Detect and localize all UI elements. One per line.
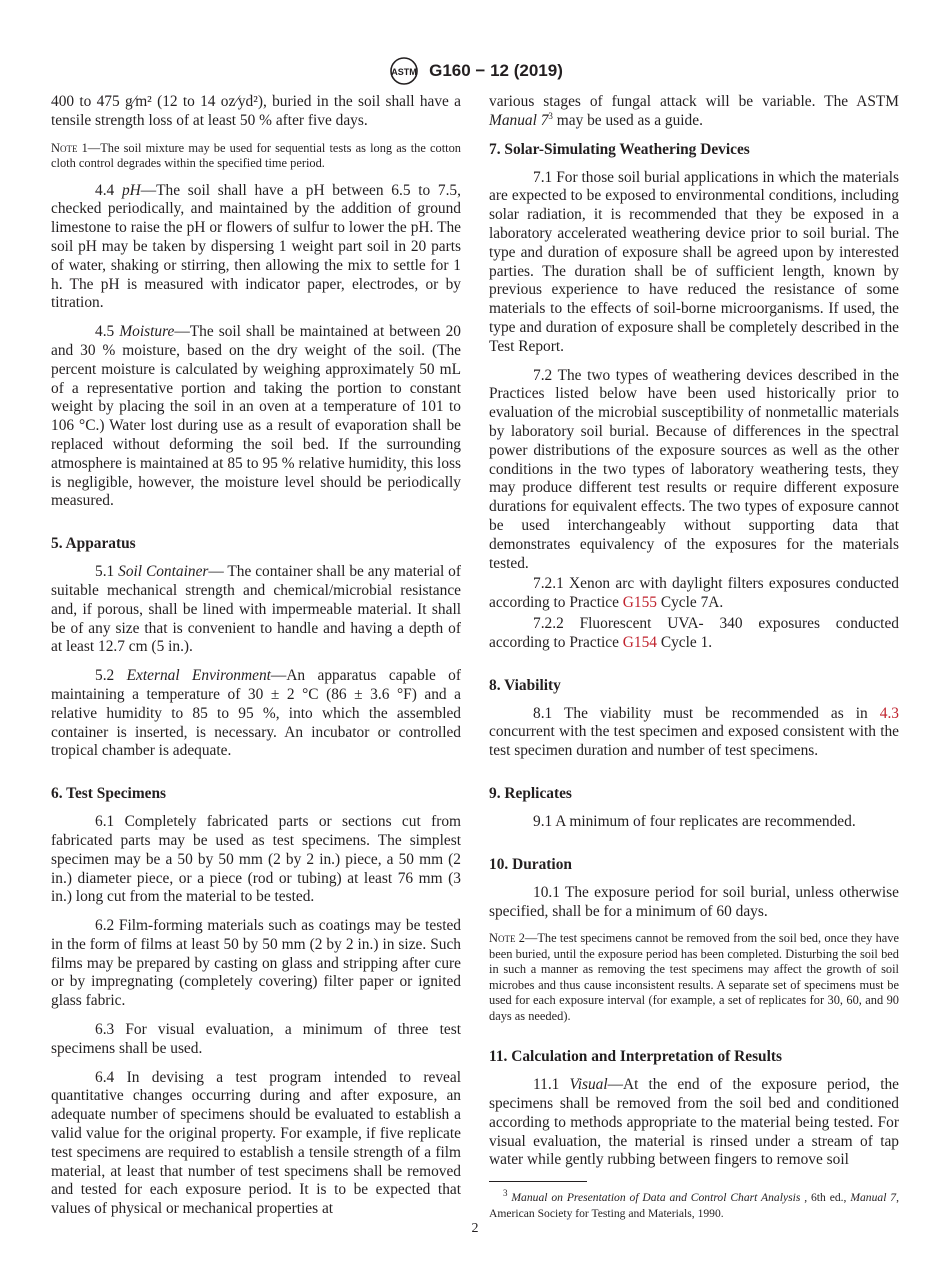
paragraph-6-2: 6.2 Film-forming materials such as coatings may be tested in the form of films at least 50 by 50 mm (2 by 2 in.) in size. Such films may be prepared by casting on glass and stripping after cure or by impregnating (completely covering) filter paper or ignited glass fabric. [51, 917, 461, 1010]
link-g154[interactable]: G154 [622, 633, 657, 651]
section-number: 4.5 [95, 323, 115, 341]
section-number: 5.1 [95, 563, 115, 581]
standard-designation: G160 − 12 (2019) [429, 61, 563, 80]
link-g155[interactable]: G155 [622, 594, 657, 612]
footnote-text: , American Society for Testing and Materials, 1990. [489, 1191, 899, 1220]
section-title: Visual [569, 1076, 608, 1094]
section-title: Moisture [119, 323, 175, 341]
paragraph-7-2-2 [489, 615, 899, 653]
heading-5-apparatus: 5. Apparatus [51, 535, 136, 553]
text: Cycle 1. [656, 633, 713, 651]
section-text: —An apparatus capable of maintaining a temperature of 30 ± 2 °C (86 ± 3.6 °F) and a relative humidity to 85 to 95 %, into which the assembled container is inserted, is necessary. An incubator or controlled tropical chamber is adequate. [51, 667, 461, 760]
note-1 [51, 141, 461, 172]
paragraph-11-1 [489, 1076, 899, 1170]
section-text: —At the end of the exposure period, the specimens shall be removed from the soil bed and conditioned according to methods appropriate to the material being tested. For visual evaluation, the material is rinsed under a stream of tap water while gently rubbing between fingers to remove soil [489, 1076, 899, 1169]
paragraph-5-2 [51, 667, 461, 761]
text: 8.1 The viability must be recommended as in [533, 704, 880, 722]
heading-10-duration: 10. Duration [489, 855, 572, 873]
text: various stages of fungal attack will be variable. The ASTM [489, 93, 899, 110]
right-column [489, 93, 899, 1180]
section-number: 11.1 [533, 1076, 560, 1094]
heading-7-weathering: 7. Solar-Simulating Weathering Devices [489, 140, 750, 158]
svg-text:ASTM: ASTM [391, 67, 417, 77]
heading-11-calculation: 11. Calculation and Interpretation of Results [489, 1048, 783, 1066]
page-header [0, 56, 950, 86]
paragraph-6-4-continued [489, 93, 899, 131]
section-text: —The soil shall have a pH between 6.5 to 7.5, checked periodically, and maintained by the addition of ground limestone to raise the pH or flowers of sulfur to lower the pH. The soil pH may be taken by dispersing 1 weight part soil in 20 parts of water, shaking or stirring, then allowing the mix to settle for 1 h. The pH is measured with indicator paper, electrodes, or by titration. [51, 181, 461, 312]
note-1-text: —The soil mixture may be used for sequential tests as long as the cotton cloth control degrades within the specified time period. [51, 140, 461, 171]
paragraph-4-4 [51, 182, 461, 314]
section-title: External Environment [126, 667, 271, 685]
paragraph-6-1: 6.1 Completely fabricated parts or sections cut from fabricated parts may be used as test specimens. The simplest specimen may be a 50 by 50 mm (2 by 2 in.) piece, a 50 mm (2 in.) diameter piece, or a piece (rod or tubing) at least 76 mm (3 in.) long cut from the material to be tested. [51, 813, 461, 906]
paragraph-6-3: 6.3 For visual evaluation, a minimum of three test specimens shall be used. [51, 1021, 461, 1057]
note-2 [489, 931, 899, 1024]
text: 7.2.2 Fluorescent UVA- 340 exposures conducted according to Practice [489, 614, 899, 651]
paragraph-4-5 [51, 323, 461, 511]
text: concurrent with the test specimen and exposed consistent with the test specimen duration and number of test specimens. [489, 723, 899, 760]
footnote-manual: Manual 7 [850, 1191, 897, 1204]
note-2-text: —The test specimens cannot be removed from the soil bed, once they have been buried, until the exposure period has been completed. Disturbing the soil bed in such a manner as removing the test specimens may affect the growth of soil microbes and thus cause inconsistent results. A separate set of specimens must be used for each exposure interval (for example, a set of replicates for 30, 60, and 90 days as needed). [489, 931, 899, 1023]
note-2-label: Note 2 [489, 931, 525, 946]
text: Cycle 7A. [656, 594, 724, 612]
section-text: —The soil shall be maintained at between 20 and 30 % moisture, based on the dry weight of the soil. (The percent moisture is calculated by weighing approximately 50 mL of a representative portion and taking the portion to constant weight by placing the soil in an oven at a temperature of 101 to 106 °C.) Water lost during use as a result of evaporation shall be replaced without deforming the soil bed. If the surrounding atmosphere is maintained at 85 to 95 % relative humidity, this loss is negligible, however, the moisture level should be periodically measured. [51, 323, 461, 510]
left-column [51, 93, 461, 1229]
paragraph-8-1 [489, 705, 899, 761]
paragraph-5-1 [51, 563, 461, 657]
section-number: 4.4 [95, 181, 115, 199]
section-number: 5.2 [95, 667, 115, 685]
paragraph-9-1: 9.1 A minimum of four replicates are recommended. [533, 812, 856, 830]
paragraph-10-1: 10.1 The exposure period for soil burial, unless otherwise specified, shall be for a minimum of 60 days. [489, 883, 899, 920]
heading-6-test-specimens: 6. Test Specimens [51, 785, 167, 803]
heading-8-viability: 8. Viability [489, 676, 561, 694]
section-text: — The container shall be any material of suitable mechanical strength and chemical/microbial resistance and, if porous, shall be lined with impermeable material. It shall be of any size that is convenient to handle and having a depth of at least 12.7 cm (5 in.). [51, 563, 461, 656]
section-title: Soil Container [118, 563, 209, 581]
footnote-marker[interactable]: 3 [548, 110, 553, 121]
footnote-3 [489, 1190, 899, 1221]
paragraph-7-2: 7.2 The two types of weathering devices described in the Practices listed below have been used historically prior to evaluation of the microbial susceptibility of nonmetallic materials by laboratory soil burial. Because of differences in the spectral power distributions of the exposure sources as well as the other conditions in the two types of laboratory weathering tests, they may produce different test results or require different exposure durations for equivalent effects. The two types of exposure cannot be used interchangeably without supporting data that demonstrates equivalency of the exposures for the materials tested. [489, 366, 899, 572]
footnote-text: , 6th ed., [800, 1191, 851, 1204]
link-4-3[interactable]: 4.3 [879, 704, 899, 722]
page-number: 2 [471, 1221, 479, 1236]
text: may be used as a guide. [552, 111, 703, 129]
manual-ref: Manual 7 [489, 111, 549, 129]
footnote-divider [489, 1181, 587, 1182]
footnote-number: 3 [503, 1188, 508, 1199]
paragraph-4-3-continued: 400 to 475 g⁄m² (12 to 14 oz⁄yd²), buried in the soil shall have a tensile strength loss of at least 50 % after five days. [51, 93, 461, 129]
section-title: pH [121, 181, 141, 199]
astm-logo-icon [387, 56, 421, 86]
note-1-label: Note 1 [51, 140, 88, 155]
paragraph-6-4: 6.4 In devising a test program intended to reveal quantitative changes occurring during and after exposure, an adequate number of specimens should be evaluated to establish a valid value for the original property. For example, if five replicate test specimens are required to establish a tensile strength of a film material, at least that number of test specimens shall be removed and tested for each exposure period. It is to be expected that values of physical or mechanical properties at [51, 1068, 461, 1218]
footnote-title: Manual on Presentation of Data and Control Chart Analysis [511, 1191, 801, 1204]
text: 7.2.1 Xenon arc with daylight filters exposures conducted according to Practice [489, 575, 899, 612]
heading-9-replicates: 9. Replicates [489, 784, 572, 802]
paragraph-7-2-1 [489, 575, 899, 613]
paragraph-7-1: 7.1 For those soil burial applications in which the materials are expected to be exposed to environmental conditions, including solar radiation, it is recommended that they be exposed in a laboratory accelerated weathering device prior to soil burial. The type and duration of exposure shall be agreed upon by interested parties. The duration shall be of sufficient length, known by previous experience to have reduced the resistance of some materials to the effects of soil-borne microorganisms. If used, the type and duration of exposure shall be completely described in the Test Report. [489, 168, 899, 355]
